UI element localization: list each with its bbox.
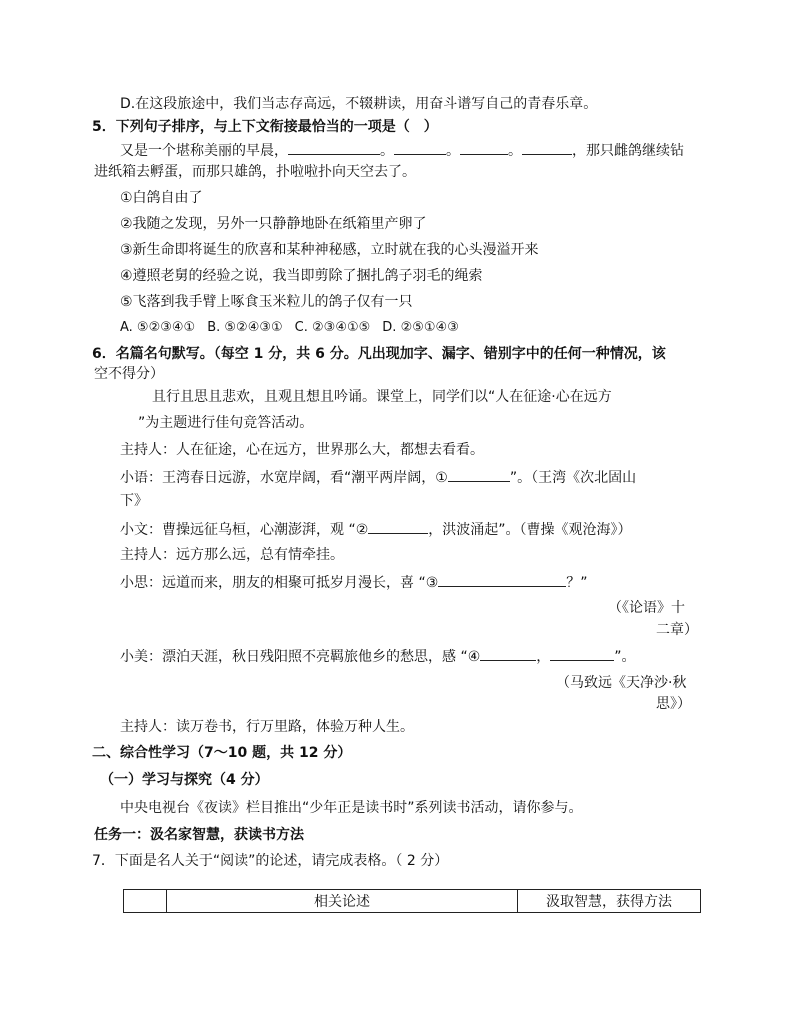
table-header-blank	[124, 890, 167, 913]
q6-blank-1	[448, 467, 510, 482]
q6-blank-3	[438, 572, 566, 587]
q6-host-line3: 主持人：读万卷书，行万里路，体验万种人生。	[120, 719, 414, 735]
q5-blank-4	[522, 140, 572, 155]
q5-item-2: ②我随之发现，另外一只静静地卧在纸箱里产卵了	[120, 216, 427, 232]
table-header-method: 汲取智慧，获得方法	[518, 890, 701, 913]
q5-passage-line1	[120, 140, 684, 161]
q5-period-3: 。	[508, 143, 522, 159]
question-5-title: 5．下列句子排序，与上下文衔接最恰当的一项是（ ）	[92, 119, 438, 135]
option-d-line: D.在这段旅途中，我们当志存高远，不辍耕读，用奋斗谱写自己的青春乐章。	[120, 96, 598, 112]
q6-xiaoyu-source-end: 下》	[120, 493, 148, 509]
section-2-subtitle: （一）学习与探究（4 分）	[100, 772, 269, 788]
table-header-row	[124, 890, 701, 913]
q5-option-c: C. ②③④①⑤	[294, 320, 371, 335]
q6-blank-4b	[550, 646, 614, 661]
q6-host-line1: 主持人：人在征途，心在远方，世界那么大，都想去看看。	[120, 442, 484, 458]
q6-xiaowen-source: ，洪波涌起”。（曹操《观沧海》）	[428, 522, 632, 538]
q6-xiaowen-line	[120, 519, 632, 540]
q6-host-line2: 主持人：远方那么远，总有情牵挂。	[120, 547, 344, 563]
question-6-title-line2: 空不得分）	[94, 366, 164, 382]
q6-source-lunyu-line2: 二章）	[656, 622, 698, 638]
q5-item-1: ①白鸽自由了	[120, 190, 203, 206]
q6-xiaosi-line	[120, 572, 588, 593]
question-6-title-line1: 6．名篇名句默写。（每空 1 分，共 6 分。凡出现加字、漏字、错别字中的任何一种情况，该	[92, 346, 666, 362]
q6-blank-4a	[480, 646, 536, 661]
q5-option-a: A. ⑤②③④①	[120, 320, 196, 335]
q5-option-b: B. ⑤②④③①	[207, 320, 283, 335]
q5-passage-end: ，那只雌鸽继续钻	[572, 143, 684, 159]
q5-passage-line2: 进纸箱去孵蛋，而那只雄鸽，扑啦啦扑向天空去了。	[94, 164, 416, 180]
q5-options	[120, 318, 459, 338]
section-2-intro: 中央电视台《夜读》栏目推出“少年正是读书时”系列读书活动，请你参与。	[120, 800, 583, 816]
q5-option-d: D. ②⑤①④③	[382, 320, 459, 335]
q5-blank-1	[288, 140, 380, 155]
q5-blank-2	[394, 140, 446, 155]
q6-xiaosi-end: ？”	[566, 575, 588, 591]
q5-period-2: 。	[446, 143, 460, 159]
task-1-title: 任务一：汲名家智慧，获读书方法	[94, 827, 304, 843]
q6-xiaowen-text: 小文：曹操远征乌桓，心潮澎湃，观 “②	[120, 522, 369, 538]
q6-source-tianjingsha-line1: （马致远《天净沙·秋	[556, 675, 687, 691]
q6-xiaomei-comma: ，	[536, 649, 551, 665]
q5-period-1: 。	[380, 143, 394, 159]
q5-blank-3	[460, 140, 508, 155]
q5-item-4: ④遵照老舅的经验之说，我当即剪除了捆扎鸽子羽毛的绳索	[120, 268, 483, 284]
q6-xiaomei-end: ”。	[614, 649, 636, 665]
q5-passage-start: 又是一个堪称美丽的早晨，	[120, 143, 288, 159]
q6-xiaomei-line	[120, 646, 636, 667]
q6-intro-line1: 且行且思且悲欢，且观且想且吟诵。课堂上，同学们以“人在征途·心在远方	[152, 389, 612, 405]
q6-source-lunyu-line1: （《论语》十	[608, 600, 685, 616]
q6-xiaoyu-source: ”。（王湾《次北固山	[509, 470, 637, 486]
q6-xiaosi-text: 小思：远道而来，朋友的相聚可抵岁月漫长，喜 “③	[120, 575, 439, 591]
table-header-discussion: 相关论述	[167, 890, 518, 913]
section-2-title: 二、综合性学习（7～10 题，共 12 分）	[92, 745, 352, 761]
q6-xiaoyu-line	[120, 467, 636, 488]
q5-item-5: ⑤飞落到我手臂上啄食玉米粒儿的鸽子仅有一只	[120, 294, 413, 310]
q6-intro-line2: ”为主题进行佳句竞答活动。	[138, 415, 314, 431]
q5-item-3: ③新生命即将诞生的欣喜和某种神秘感，立时就在我的心头漫溢开来	[120, 242, 539, 258]
q6-xiaomei-text: 小美：漂泊天涯，秋日残阳照不亮羁旅他乡的愁思，感 “④	[120, 649, 481, 665]
q6-source-tianjingsha-line2: 思》）	[656, 696, 691, 712]
q6-xiaoyu-text: 小语：王湾春日远游，水宽岸阔，看“潮平两岸阔，①	[120, 470, 448, 486]
question-7-title: 7．下面是名人关于“阅读”的论述，请完成表格。（ 2 分）	[92, 853, 449, 869]
reading-table	[123, 889, 701, 913]
q6-blank-2	[368, 519, 428, 534]
